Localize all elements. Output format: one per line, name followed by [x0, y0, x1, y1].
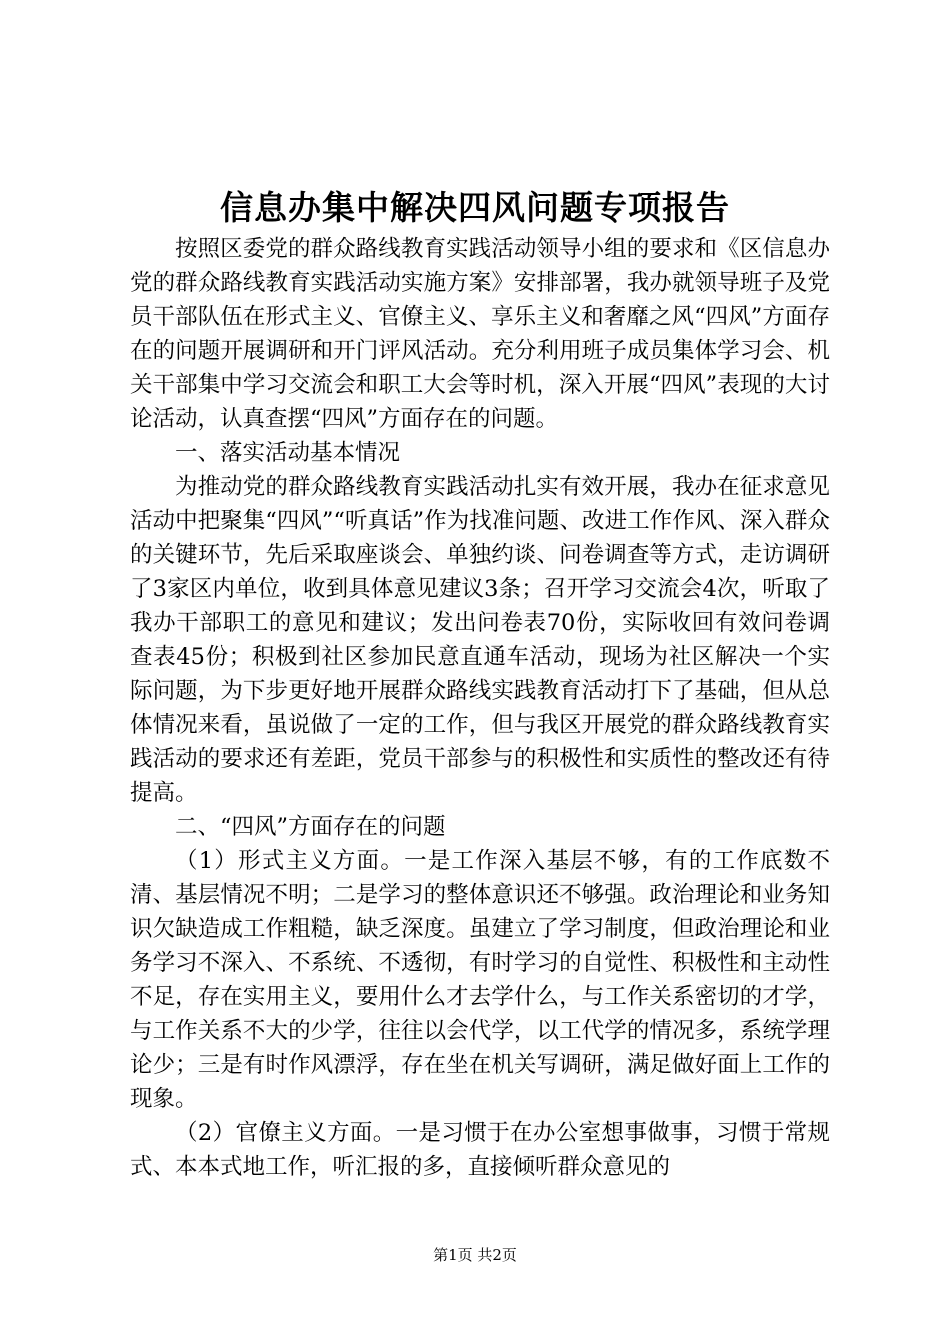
paragraph-section-1: 为推动党的群众路线教育实践活动扎实有效开展，我办在征求意见活动中把聚集“四风”“听真话”作为找准问题、改进工作作风、深入群众的关键环节，先后采取座谈会、单独约谈、问卷调查等方式，走访调研了3家区内单位，收到具体意见建议3条；召开学习交流会4次，听取了我办干部职工的意见和建议；发出问卷表70份，实际收回有效问卷调查表45份；积极到社区参加民意直通车活动，现场为社区解决一个实际问题，为下步更好地开展群众路线实践教育活动打下了基础，但从总体情况来看，虽说做了一定的工作，但与我区开展党的群众路线教育实践活动的要求还有差距，党员干部参与的积极性和实质性的整改还有待提高。 [130, 474, 830, 806]
paragraph-formalism: （1）形式主义方面。一是工作深入基层不够，有的工作底数不清、基层情况不明；二是学习的整体意识还不够强。政治理论和业务知识欠缺造成工作粗糙，缺乏深度。虽建立了学习制度，但政治理论和业务学习不深入、不系统、不透彻，有时学习的自觉性、积极性和主动性不足，存在实用主义，要用什么才去学什么，与工作关系密切的才学，与工作关系不大的少学，往往以会代学，以工代学的情况多，系统学理论少；三是有时作风漂浮，存在坐在机关写调研，满足做好面上工作的现象。 [130, 848, 830, 1112]
document-body [130, 232, 830, 1184]
document-title: 信息办集中解决四风问题专项报告 [220, 188, 730, 227]
paragraph-intro: 按照区委党的群众路线教育实践活动领导小组的要求和《区信息办党的群众路线教育实践活动实施方案》安排部署，我办就领导班子及党员干部队伍在形式主义、官僚主义、享乐主义和奢靡之风“四风”方面存在的问题开展调研和开门评风活动。充分利用班子成员集体学习会、机关干部集中学习交流会和职工大会等时机，深入开展“四风”表现的大讨论活动，认真查摆“四风”方面存在的问题。 [130, 236, 830, 432]
page-footer [0, 1244, 950, 1266]
section-heading-1: 一、落实活动基本情况 [175, 440, 401, 466]
section-heading-2: 二、“四风”方面存在的问题 [175, 814, 446, 840]
page-number-label: 第1页 共2页 [433, 1246, 517, 1264]
paragraph-bureaucracy: （2）官僚主义方面。一是习惯于在办公室想事做事，习惯于常规式、本本式地工作，听汇报的多，直接倾听群众意见的 [130, 1120, 830, 1180]
